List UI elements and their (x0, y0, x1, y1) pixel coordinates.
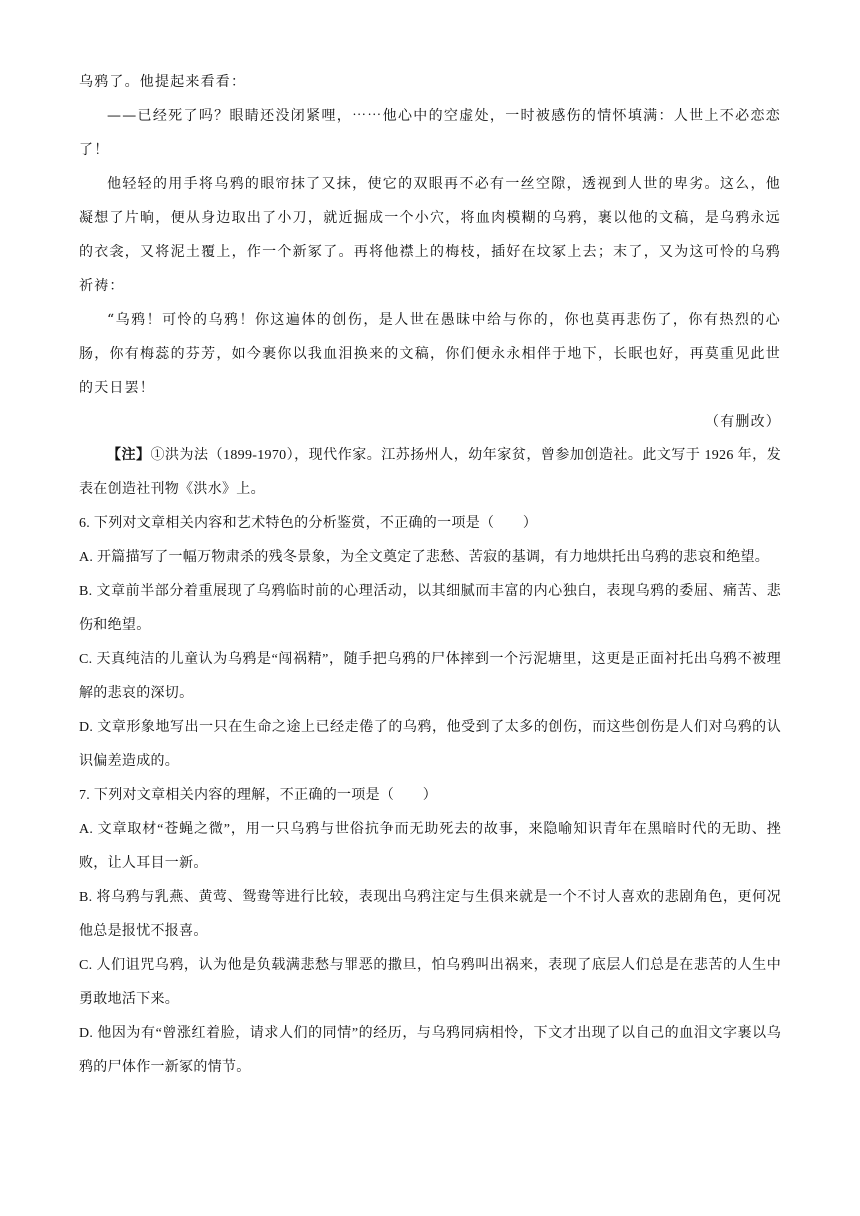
question-7-option-b[interactable]: B. 将乌鸦与乳燕、黄莺、鸳鸯等进行比较，表现出乌鸦注定与生俱来就是一个不讨人喜欢的悲剧角色，更何况他总是报忧不报喜。 (79, 890, 781, 939)
passage-paragraph-1: 乌鸦了。他提起来看看： (79, 74, 247, 90)
passage-source: （有删改） (705, 414, 781, 430)
question-7-option-a[interactable]: A. 文章取材“苍蝇之微”，用一只乌鸦与世俗抗争而无助死去的故事，来隐喻知识青年在黑暗时代的无助、挫败，让人耳目一新。 (79, 822, 781, 871)
question-7-option-d[interactable]: D. 他因为有“曾涨红着脸，请求人们的同情”的经历，与乌鸦同病相怜，下文才出现了以自己的血泪文字裹以乌鸦的尸体作一新冢的情节。 (79, 1026, 781, 1075)
question-6-stem: 6. 下列对文章相关内容和艺术特色的分析鉴赏，不正确的一项是（ ） (79, 516, 538, 531)
passage-paragraph-3: 他轻轻的用手将乌鸦的眼帘抹了又抹，使它的双眼再不必有一丝空隙，透视到人世的卑劣。这么，他凝想了片晌，便从身边取出了小刀，就近掘成一个小穴，将血肉模糊的乌鸦，裹以他的文稿，是乌鸦永远的衣衾，又将泥土覆上，作一个新冢了。再将他襟上的梅枝，插好在坟冢上去；末了，又为这可怜的乌鸦祈祷： (79, 176, 781, 294)
question-6-option-d[interactable]: D. 文章形象地写出一只在生命之途上已经走倦了的乌鸦，他受到了太多的创伤，而这些创伤是人们对乌鸦的认识偏差造成的。 (79, 720, 781, 769)
question-6-option-b[interactable]: B. 文章前半部分着重展现了乌鸦临时前的心理活动，以其细腻而丰富的内心独白，表现乌鸦的委屈、痛苦、悲伤和绝望。 (79, 584, 781, 633)
question-7-option-c[interactable]: C. 人们诅咒乌鸦，认为他是负载满悲愁与罪恶的撒旦，怕乌鸦叫出祸来，表现了底层人们总是在悲苦的人生中勇敢地活下来。 (79, 958, 781, 1007)
passage-paragraph-2: ——已经死了吗？眼睛还没闭紧哩，⋯⋯他心中的空虚处，一时被感伤的情怀填满：人世上不必恋恋了！ (79, 108, 781, 158)
annotation-tag: 【注】 (107, 448, 151, 463)
question-7-stem: 7. 下列对文章相关内容的理解，不正确的一项是（ ） (79, 788, 438, 803)
question-6-option-c[interactable]: C. 天真纯洁的儿童认为乌鸦是“闯祸精”，随手把乌鸦的尸体摔到一个污泥塘里，这更是正面衬托出乌鸦不被理解的悲哀的深切。 (79, 652, 781, 701)
passage-paragraph-4: “乌鸦！可怜的乌鸦！你这遍体的创伤，是人世在愚昧中给与你的，你也莫再悲伤了，你有热烈的心肠，你有梅蕊的芬芳，如今裹你以我血泪换来的文稿，你们便永永相伴于地下，长眠也好，再莫重见此世的天日罢！ (79, 312, 781, 396)
question-6 (79, 507, 781, 779)
question-6-option-a[interactable]: A. 开篇描写了一幅万物肃杀的残冬景象，为全文奠定了悲愁、苦寂的基调，有力地烘托出乌鸦的悲哀和绝望。 (79, 550, 770, 565)
question-7 (79, 779, 781, 1085)
annotation-note (79, 439, 781, 507)
annotation-text: ①洪为法（1899-1970），现代作家。江苏扬州人，幼年家贫，曾参加创造社。此文写于 1926 年，发表在创造社刊物《洪水》上。 (79, 448, 781, 497)
document-page (79, 65, 781, 1085)
